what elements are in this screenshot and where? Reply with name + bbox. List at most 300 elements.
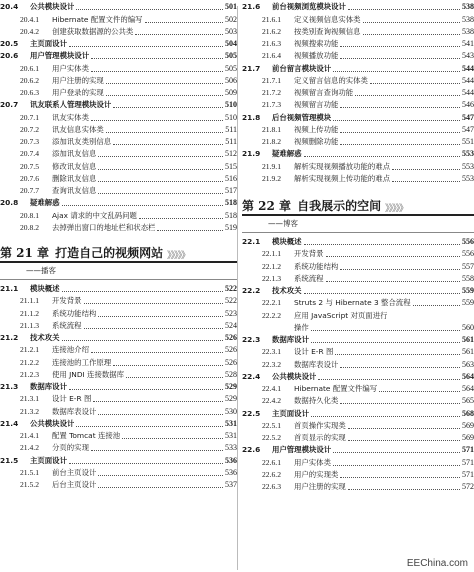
- entry-number: 21.7.3: [262, 100, 281, 110]
- entry-number: 21.4.1: [20, 431, 39, 440]
- toc-subsection-entry: [242, 394, 474, 406]
- toc-subsection-entry: [0, 306, 237, 318]
- chapter-number: 第 22 章: [242, 198, 292, 213]
- page-number: 553: [462, 149, 474, 159]
- entry-title: 疑难解惑: [30, 198, 60, 208]
- entry-title: 设计 E-R 图: [52, 394, 92, 404]
- dot-leader: [113, 365, 223, 366]
- dot-leader: [84, 303, 223, 304]
- dot-leader: [69, 389, 223, 390]
- dot-leader: [318, 379, 460, 380]
- page-number: 544: [462, 75, 474, 85]
- entry-number: 22.1.3: [262, 273, 281, 283]
- left-column: [0, 0, 237, 490]
- page-number: 506: [225, 75, 237, 85]
- entry-title: 去掉弹出窗口的地址栏和状态栏: [52, 222, 156, 232]
- entry-title: 公共模块设计: [30, 418, 75, 428]
- toc-subsection-entry: [0, 61, 237, 73]
- dot-leader: [84, 328, 223, 329]
- page-number: 526: [225, 333, 237, 342]
- page-number: 529: [225, 382, 237, 391]
- page-number: 551: [462, 137, 474, 146]
- page-number: 522: [225, 284, 237, 293]
- toc-section-entry: [242, 110, 474, 122]
- dot-leader: [333, 71, 460, 72]
- entry-title: 用户实体类: [294, 457, 331, 467]
- page-number: 523: [225, 308, 237, 318]
- dot-leader: [62, 205, 223, 206]
- toc-section-entry: [0, 417, 237, 429]
- page-number: 503: [225, 26, 237, 36]
- entry-title: 讯友实体类: [52, 112, 89, 122]
- dot-leader: [113, 107, 223, 108]
- entry-title: 技术攻关: [30, 333, 60, 342]
- dot-leader: [333, 452, 460, 453]
- entry-title: 定义视频信息实体类: [294, 14, 361, 24]
- page-number: 553: [462, 173, 474, 183]
- toc-subsection-entry: [242, 480, 474, 492]
- page-number: 568: [462, 408, 474, 418]
- entry-title: 主页面设计: [30, 39, 67, 48]
- entry-title: 数据库表设计: [52, 406, 97, 416]
- dot-leader: [93, 401, 223, 402]
- dot-leader: [340, 367, 460, 368]
- entry-title: Struts 2 与 Hibernate 3 整合流程: [294, 298, 411, 308]
- entry-number: 22.1: [242, 237, 261, 246]
- toc-subsection-entry: [0, 147, 237, 159]
- page-number: 571: [462, 457, 474, 467]
- toc-subsection-entry: [0, 135, 237, 147]
- toc-section-entry: [242, 443, 474, 455]
- dot-leader: [98, 316, 223, 317]
- entry-title: 设计 E-R 图: [294, 347, 334, 357]
- entry-title: 创建获取数据源的公共类: [52, 26, 134, 36]
- entry-title: 添加讯友类别信息: [52, 137, 112, 146]
- chevron-arrows-icon: 》》》》》: [167, 250, 190, 261]
- toc-subsection-entry: [0, 319, 237, 331]
- entry-number: 21.8: [242, 112, 261, 122]
- dot-leader: [355, 95, 460, 96]
- dot-leader: [91, 71, 223, 72]
- dot-leader: [113, 144, 223, 145]
- page-number: 544: [462, 88, 474, 97]
- entry-number: 21.2.3: [20, 369, 39, 379]
- toc-section-entry: [242, 406, 474, 418]
- entry-title: 模块概述: [30, 284, 60, 293]
- page-number: 531: [225, 431, 237, 440]
- entry-number: 22.2: [242, 286, 261, 295]
- entry-title: 首页显示的实现: [294, 433, 346, 442]
- entry-number: 21.6: [242, 2, 261, 12]
- dot-leader: [135, 34, 223, 35]
- entry-number: 22.2.2: [262, 310, 281, 320]
- entry-title: 视频留言查询功能: [294, 88, 354, 97]
- entry-number: 22.4.2: [262, 396, 281, 406]
- entry-number: 20.7: [0, 100, 19, 110]
- page-number: 526: [225, 357, 237, 367]
- dot-leader: [98, 169, 223, 170]
- entry-title: 解析实现视频上传功能的难点: [294, 173, 391, 183]
- page-number: 502: [225, 14, 237, 24]
- toc-subsection-entry: [0, 159, 237, 171]
- toc-subsection-entry: [242, 12, 474, 24]
- entry-number: 20.7.3: [20, 137, 39, 146]
- toc-subsection-entry: [0, 294, 237, 306]
- toc-subsection-entry: [242, 382, 474, 394]
- dot-leader: [340, 46, 460, 47]
- entry-number: 22.5.1: [262, 420, 281, 430]
- dot-leader: [340, 107, 460, 108]
- dot-leader: [76, 426, 223, 427]
- dot-leader: [98, 414, 223, 415]
- entry-title: 前台视频浏览模块设计: [272, 2, 346, 12]
- page-number: 512: [225, 149, 237, 159]
- entry-title: 连接池介绍: [52, 345, 89, 355]
- entry-title: 讯友信息实体类: [52, 124, 104, 134]
- entry-number: 21.6.3: [262, 39, 281, 48]
- toc-section-entry: [0, 331, 237, 343]
- dot-leader: [91, 58, 223, 59]
- toc-subsection-entry: [242, 25, 474, 37]
- toc-subsection-entry: [0, 404, 237, 416]
- entry-number: 22.2.1: [262, 298, 281, 308]
- dot-leader: [91, 450, 223, 451]
- page-number: 569: [462, 433, 474, 442]
- toc-subsection-entry: [242, 74, 474, 86]
- page-number: 558: [462, 273, 474, 283]
- page-number: 564: [462, 384, 474, 393]
- toc-subsection-entry: [0, 343, 237, 355]
- toc-subsection-entry: [0, 466, 237, 478]
- entry-number: 20.7.5: [20, 161, 39, 171]
- page-number: 509: [225, 88, 237, 97]
- entry-title: 按类别查询视频信息: [294, 26, 361, 36]
- dot-leader: [62, 340, 223, 341]
- entry-title: 定义留言信息的实体类: [294, 75, 368, 85]
- entry-title: 数据库设计: [30, 382, 67, 391]
- entry-title: Hibernate 配置文件的编写: [52, 14, 143, 24]
- toc-section-entry: [0, 282, 237, 294]
- entry-title: 数据库表设计: [294, 359, 339, 369]
- page-number: 547: [462, 124, 474, 134]
- page-number: 571: [462, 469, 474, 479]
- entry-title: 开发背景: [52, 296, 82, 306]
- entry-number: 20.6.3: [20, 88, 39, 97]
- page-number: 544: [462, 63, 474, 73]
- page-number: 565: [462, 396, 474, 406]
- dot-leader: [370, 83, 460, 84]
- dot-leader: [311, 342, 460, 343]
- toc-subsection-entry: [0, 441, 237, 453]
- toc-subsection-entry: [0, 392, 237, 404]
- entry-number: 22.3.1: [262, 347, 281, 357]
- toc-list-chapter-21: [0, 282, 237, 490]
- page-number: 515: [225, 161, 237, 171]
- page-number: 561: [462, 335, 474, 344]
- entry-number: 22.6.3: [262, 482, 281, 491]
- entry-number: 21.9: [242, 149, 261, 159]
- page-number: 541: [462, 39, 474, 48]
- entry-number: 21.8.2: [262, 137, 281, 146]
- entry-title: 讯友联系人管理模块设计: [30, 100, 112, 110]
- entry-number: 21.3: [0, 382, 19, 391]
- entry-title: 系统流程: [52, 320, 82, 330]
- dot-leader: [340, 132, 460, 133]
- toc-subsection-entry: [0, 25, 237, 37]
- entry-title: 数据库设计: [272, 335, 309, 344]
- entry-title: 视频搜索功能: [294, 39, 339, 48]
- toc-subsection-entry: [0, 74, 237, 86]
- page-number: 556: [462, 249, 474, 259]
- toc-section-entry: [242, 284, 474, 296]
- page-number: 563: [462, 359, 474, 369]
- toc-subsection-entry: [0, 208, 237, 220]
- chapter-title: 自我展示的空间: [297, 198, 382, 213]
- dot-leader: [311, 330, 460, 331]
- page-number: 519: [225, 222, 237, 232]
- toc-subsection-entry: [0, 478, 237, 490]
- dot-leader: [122, 438, 223, 439]
- entry-number: 21.1.1: [20, 296, 39, 306]
- toc-section-entry: [0, 37, 237, 49]
- dot-leader: [98, 193, 223, 194]
- toc-section-entry: [242, 235, 474, 247]
- page-number: 505: [225, 51, 237, 61]
- page-number: 505: [225, 63, 237, 73]
- dot-leader: [333, 120, 460, 121]
- page-number: 522: [225, 296, 237, 306]
- toc-subsection-entry: [242, 357, 474, 369]
- entry-title: 开发背景: [294, 249, 324, 259]
- toc-subsection-entry: [0, 110, 237, 122]
- page-number: 556: [462, 237, 474, 246]
- toc-subsection-entry: [242, 86, 474, 98]
- dot-leader: [311, 416, 460, 417]
- toc-subsection-entry: [0, 184, 237, 196]
- entry-title: Ajax 请求的中文乱码问题: [52, 210, 137, 220]
- entry-number: 21.5: [0, 455, 19, 465]
- entry-number: 21.6.4: [262, 51, 281, 61]
- entry-title: 系统流程: [294, 273, 324, 283]
- entry-number: 20.6.1: [20, 63, 39, 73]
- dot-leader: [98, 475, 223, 476]
- entry-number: 22.3: [242, 335, 261, 344]
- toc-list-chapter-20: [0, 0, 237, 233]
- entry-title: 应用 JavaScript 对页面进行: [294, 310, 388, 320]
- entry-title: 主页面设计: [30, 455, 67, 465]
- dot-leader: [340, 58, 460, 59]
- toc-section-entry: [0, 98, 237, 110]
- toc-subsection-entry: [242, 468, 474, 480]
- page-number: 564: [462, 371, 474, 381]
- dot-leader: [348, 440, 460, 441]
- page-number: 529: [225, 394, 237, 404]
- entry-number: 20.8.2: [20, 222, 39, 232]
- dot-leader: [91, 352, 223, 353]
- entry-number: 20.6.2: [20, 75, 39, 85]
- entry-number: 20.7.7: [20, 186, 39, 195]
- page-number: 533: [225, 443, 237, 453]
- page-number: 569: [462, 420, 474, 430]
- dot-leader: [76, 9, 223, 10]
- toc-subsection-entry: [0, 12, 237, 24]
- page-number: 501: [225, 2, 237, 12]
- entry-number: 22.4.1: [262, 384, 281, 393]
- dot-leader: [363, 22, 460, 23]
- page-number: 557: [462, 261, 474, 271]
- toc-subsection-entry: [0, 355, 237, 367]
- entry-title: 配置 Tomcat 连接池: [52, 431, 121, 440]
- page-number: 538: [462, 2, 474, 12]
- chapter-22-heading: [242, 188, 474, 216]
- toc-subsection-entry: [242, 123, 474, 135]
- entry-title: 模块概述: [272, 237, 302, 246]
- toc-section-entry: [0, 0, 237, 12]
- entry-number: 21.9.2: [262, 173, 281, 183]
- page-number: 531: [225, 418, 237, 428]
- entry-title: 删除讯友信息: [52, 173, 97, 183]
- page-number: 536: [225, 455, 237, 465]
- dot-leader: [348, 428, 460, 429]
- dot-leader: [392, 169, 460, 170]
- page-number: 504: [225, 39, 237, 48]
- toc-section-entry: [242, 147, 474, 159]
- entry-title: 用户注册的实现: [294, 482, 346, 491]
- toc-subsection-entry: [242, 37, 474, 49]
- entry-title: 疑难解惑: [272, 149, 302, 159]
- entry-title: 用户管理模块设计: [30, 51, 90, 61]
- entry-number: 22.6.2: [262, 469, 281, 479]
- dot-leader: [304, 156, 460, 157]
- entry-number: 21.6.2: [262, 26, 281, 36]
- toc-subsection-entry: [242, 296, 474, 308]
- entry-number: 20.7.4: [20, 149, 39, 159]
- entry-number: 22.6: [242, 445, 261, 455]
- entry-number: 20.4.1: [20, 14, 39, 24]
- watermark: EEChina.com: [406, 558, 468, 569]
- entry-title: 视频删除功能: [294, 137, 339, 146]
- page-number: 524: [225, 320, 237, 330]
- entry-number: 20.8.1: [20, 210, 39, 220]
- entry-number: 21.5.2: [20, 480, 39, 489]
- page-number: 547: [462, 112, 474, 122]
- entry-title: 用户登录的实现: [52, 88, 104, 97]
- entry-title: 后台视频管理模块: [272, 112, 332, 122]
- entry-title: 前台留言模块设计: [272, 63, 332, 73]
- dot-leader: [340, 144, 460, 145]
- page-number: 572: [462, 482, 474, 491]
- entry-title: 用户实体类: [52, 63, 89, 73]
- page-number: 511: [225, 124, 237, 134]
- entry-number: 20.4: [0, 2, 19, 12]
- entry-title: 系统功能结构: [52, 308, 97, 318]
- entry-title: Hibernate 配置文件编写: [294, 384, 378, 393]
- entry-title: 用户的实现类: [294, 469, 339, 479]
- entry-title: 技术攻关: [272, 286, 302, 295]
- dot-leader: [304, 244, 460, 245]
- entry-number: 22.1.1: [262, 249, 281, 259]
- dot-leader: [335, 354, 460, 355]
- entry-number: 21.2.2: [20, 357, 39, 367]
- entry-number: 21.2: [0, 333, 19, 342]
- toc-subsection-entry: [0, 221, 237, 233]
- entry-number: 21.3.2: [20, 406, 39, 416]
- entry-title: 主页面设计: [272, 408, 309, 418]
- entry-number: 21.6.1: [262, 14, 281, 24]
- toc-subsection-entry: [242, 159, 474, 171]
- toc-subsection-entry: [242, 247, 474, 259]
- entry-number: 21.1.3: [20, 320, 39, 330]
- column-divider: [237, 6, 238, 570]
- entry-number: 20.7.6: [20, 173, 39, 183]
- page-number: 518: [225, 210, 237, 220]
- chevron-arrows-icon: 》》》》》: [385, 203, 408, 214]
- dot-leader: [91, 120, 223, 121]
- entry-title: 前台主页设计: [52, 467, 97, 477]
- dot-leader: [392, 181, 460, 182]
- entry-title: 公共模块设计: [272, 371, 317, 381]
- page-number: 560: [462, 322, 474, 332]
- dot-leader: [157, 230, 223, 231]
- page-number: 528: [225, 369, 237, 379]
- entry-number: 20.7.1: [20, 112, 39, 122]
- page-number: 553: [462, 161, 474, 171]
- chapter-subtitle: ——博客: [242, 218, 474, 233]
- entry-title: 操作: [294, 322, 309, 332]
- chapter-number: 第 21 章: [0, 245, 50, 260]
- entry-title: 公共模块设计: [30, 2, 75, 12]
- dot-leader: [139, 218, 223, 219]
- entry-title: 用户管理模块设计: [272, 445, 332, 455]
- dot-leader: [98, 156, 223, 157]
- page-number: 559: [462, 286, 474, 295]
- entry-title: 视频留言功能: [294, 100, 339, 110]
- toc-subsection-entry: [242, 345, 474, 357]
- entry-number: 20.4.2: [20, 26, 39, 36]
- toc-list-chapter-22: [242, 235, 474, 492]
- entry-number: 21.5.1: [20, 467, 39, 477]
- page-number: 571: [462, 445, 474, 455]
- toc-subsection-entry: [242, 455, 474, 467]
- chapter-title: 打造自己的视频网站: [55, 245, 164, 260]
- toc-section-entry: [0, 196, 237, 208]
- dot-leader: [340, 477, 460, 478]
- right-column: [242, 0, 474, 492]
- dot-leader: [363, 34, 460, 35]
- toc-subsection-entry: [242, 321, 474, 333]
- toc-section-entry: [0, 380, 237, 392]
- entry-number: 21.7.1: [262, 75, 281, 85]
- page-number: 517: [225, 186, 237, 195]
- dot-leader: [62, 291, 223, 292]
- page-number: 537: [225, 480, 237, 489]
- dot-leader: [145, 22, 224, 23]
- dot-leader: [413, 305, 460, 306]
- entry-number: 21.4: [0, 418, 19, 428]
- page-number: 518: [225, 198, 237, 208]
- entry-number: 21.1.2: [20, 308, 39, 318]
- toc-section-entry: [0, 49, 237, 61]
- toc-subsection-entry: [0, 172, 237, 184]
- entry-title: 分页的实现: [52, 443, 89, 453]
- entry-title: 后台主页设计: [52, 480, 97, 489]
- entry-number: 22.5: [242, 408, 261, 418]
- dot-leader: [348, 9, 460, 10]
- entry-number: 21.7: [242, 63, 261, 73]
- page-number: 538: [462, 26, 474, 36]
- toc-subsection-entry: [242, 308, 474, 320]
- dot-leader: [340, 403, 460, 404]
